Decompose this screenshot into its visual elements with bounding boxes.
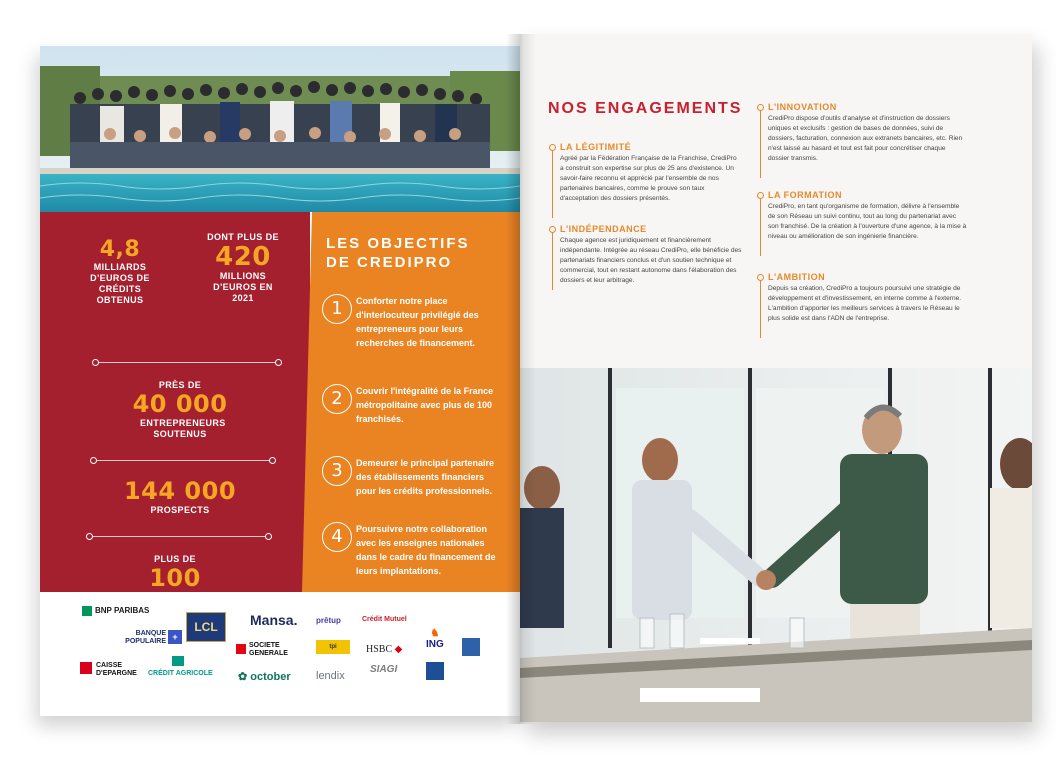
logo-caisse-epargne: CAISSE D'EPARGNE — [96, 662, 137, 677]
handshake-photo-illustration — [520, 368, 1032, 722]
section-legitimite-title: LA LÉGITIMITÉ — [560, 142, 632, 152]
logo-hsbc: HSBC ◆ — [366, 644, 403, 655]
objectives-title-line1: LES OBJECTIFS — [326, 235, 470, 252]
logo-october: ✿ october — [238, 671, 291, 683]
section-independance-text: Chaque agence est juridiquement et financièrement indépendante. Intégrée au réseau CrediPro, elle bénéficie des partenariats financiers conclus et d'un soutien technique et commercial, tout en restant autonome dans l'élaboration des dossiers et leur arbitrage. — [560, 237, 742, 284]
section-innovation-title: L'INNOVATION — [768, 102, 837, 112]
section-formation — [760, 190, 970, 256]
section-legitimite — [552, 142, 737, 218]
objective-number: 4 — [322, 522, 352, 552]
objective-text: Demeurer le principal partenaire des établissements financiers pour les crédits professionnels. — [356, 458, 495, 496]
objective-item — [322, 456, 512, 516]
stat-partnerships-prefix: PLUS DE — [154, 554, 196, 564]
logo-lcl: LCL — [186, 612, 226, 642]
divider-3 — [90, 536, 268, 537]
stat-credits-label: MILLIARDS D'EUROS DE CRÉDITS OBTENUS — [90, 262, 150, 305]
engagements-title: NOS ENGAGEMENTS — [548, 100, 743, 117]
ing-lion-icon: ♞ — [430, 628, 440, 639]
stat-prospects — [110, 478, 250, 516]
logo-ing: ♞ ING — [426, 628, 444, 650]
objectives-title — [326, 234, 470, 272]
objective-text: Conforter notre place d'interlocuteur privilégié des entrepreneurs pour leurs recherches de financement. — [356, 296, 479, 348]
logo-banque-populaire: BANQUE POPULAIRE — [125, 630, 166, 645]
credit-agricole-icon — [172, 656, 184, 666]
section-ambition-text: Depuis sa création, CrediPro a toujours poursuivi une stratégie de développement et d'investissement, en interne comme à l'externe. L'ambition d'apporter les meilleurs services à travers le Réseau le plus solide est dans l'ADN de l'entreprise. — [768, 285, 962, 322]
stat-entrepreneurs — [120, 380, 240, 440]
october-leaf-icon: ✿ — [238, 671, 248, 683]
stat-partnerships-value: 100 — [149, 564, 201, 592]
logo-tpi: tpi — [316, 640, 350, 654]
section-independance-title: L'INDÉPENDANCE — [560, 224, 647, 234]
handshake-photo — [520, 368, 1032, 722]
objective-number: 1 — [322, 294, 352, 324]
objective-item — [322, 384, 512, 434]
stat-entrepreneurs-prefix: PRÈS DE — [158, 380, 202, 390]
societe-generale-icon — [236, 644, 246, 654]
divider-2 — [94, 460, 272, 461]
section-innovation — [760, 102, 970, 178]
stat-entrepreneurs-value: 40 000 — [132, 390, 228, 418]
hsbc-hexagon-icon: ◆ — [394, 644, 403, 655]
caisse-epargne-squirrel-icon — [80, 662, 92, 674]
section-ambition — [760, 272, 970, 338]
stat-2021 — [188, 232, 298, 304]
bnp-star-icon — [82, 606, 92, 616]
logo-mansa: Mansa. — [250, 612, 298, 628]
logo-credit-mutuel: Crédit Mutuel — [362, 616, 407, 623]
stat-prospects-label: PROSPECTS — [150, 505, 210, 515]
partner-logos — [40, 592, 520, 716]
stat-credits — [60, 238, 180, 306]
objective-item — [322, 522, 512, 588]
stat-prospects-value: 144 000 — [123, 477, 237, 505]
stat-entrepreneurs-label: ENTREPRENEURS SOUTENUS — [140, 418, 226, 439]
stat-2021-value: 420 — [215, 242, 271, 272]
objectives-title-line2: DE CREDIPRO — [326, 254, 453, 271]
logo-lendix: lendix — [316, 670, 345, 682]
section-ambition-title: L'AMBITION — [768, 272, 826, 282]
objective-number: 2 — [322, 384, 352, 414]
objective-text: Couvrir l'intégralité de la France métropolitaine avec plus de 100 franchisés. — [356, 386, 494, 424]
section-formation-text: CrediPro, en tant qu'organisme de formation, délivre à l'ensemble de son Réseau un suivi continu, tout au long du partenariat avec son franchisé. De la création à l'ouverture d'une agence, à la mise à niveau ou amélioration de son ingénierie financière. — [768, 203, 967, 240]
objective-text: Poursuivre notre collaboration avec les enseignes nationales dans le cadre du financement de leurs implantations. — [356, 524, 496, 576]
right-page — [520, 34, 1032, 722]
banque-populaire-plus-icon: + — [168, 630, 182, 644]
divider-1 — [96, 362, 278, 363]
logo-siagi: SIAGI — [370, 664, 398, 675]
section-formation-title: LA FORMATION — [768, 190, 842, 200]
handshake-hands — [756, 570, 776, 590]
section-legitimite-text: Agréé par la Fédération Française de la Franchise, CrediPro a construit son expertise sur plus de 25 ans d'existence. Un savoir-faire reconnu et apprécié par l'ensemble de nos partenaires bancaires, comme le prouve son taux d'acceptation des dossiers présentés. — [560, 155, 737, 202]
objective-item — [322, 294, 512, 364]
left-page — [40, 46, 520, 716]
objective-number: 3 — [322, 456, 352, 486]
stat-2021-prefix: DONT PLUS DE — [207, 232, 279, 242]
team-photo — [40, 46, 520, 212]
logo-societe-generale: SOCIETE GENERALE — [249, 642, 288, 657]
team-photo-illustration — [40, 46, 520, 212]
stat-credits-value: 4,8 — [99, 237, 141, 262]
logo-bnp-paribas: BNP PARIBAS — [82, 606, 149, 616]
stat-2021-label: MILLIONS D'EUROS EN 2021 — [213, 271, 273, 303]
logo-pretup: prêtup — [316, 616, 341, 625]
key-figures-panel — [40, 212, 310, 592]
section-independance — [552, 224, 742, 290]
logo-credit-agricole: CRÉDIT AGRICOLE — [148, 670, 213, 677]
section-innovation-text: CrediPro dispose d'outils d'analyse et d'instruction de dossiers uniques et exclusifs : gestion de bases de données, suivi de dossiers, facturation, connexion aux extranets bancaires, etc. Rien n'est laissé au hasard et tout est fait pour concrétiser chaque dossier transmis. — [768, 115, 963, 162]
logo-banque-postale-2 — [426, 662, 444, 680]
logo-banque-postale — [462, 638, 480, 656]
